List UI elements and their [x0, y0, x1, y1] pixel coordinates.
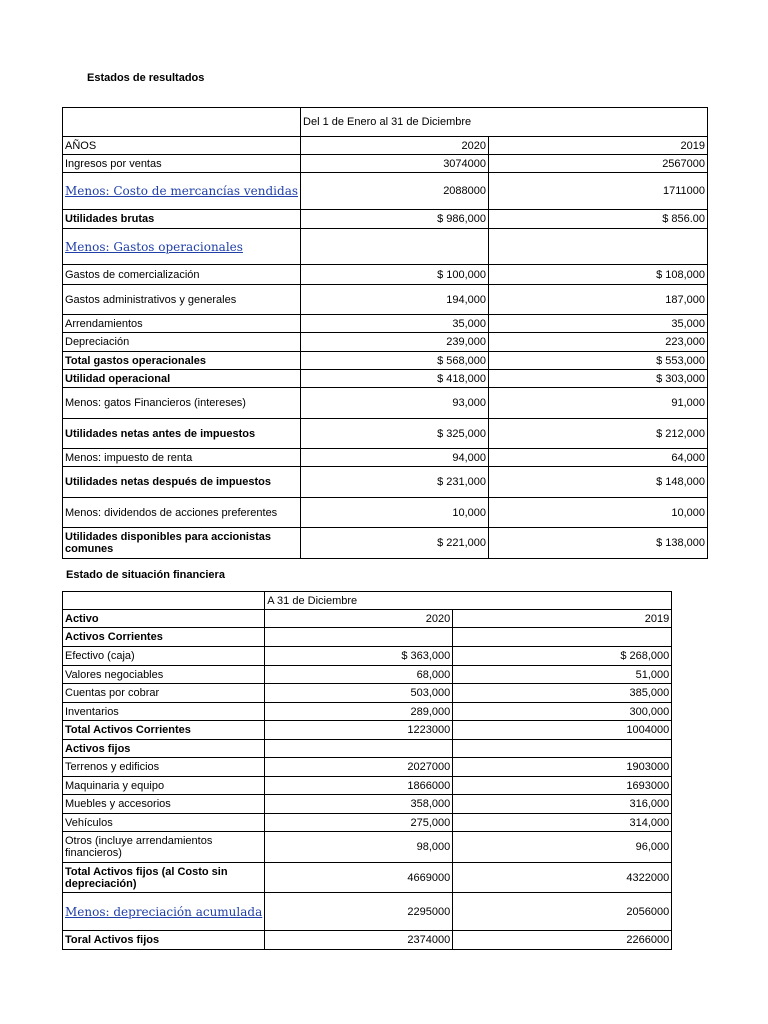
- table-row: [63, 285, 708, 315]
- value-2019: 187,000: [489, 285, 708, 315]
- value-2020: 2088000: [301, 173, 489, 210]
- row-label: Total Activos fijos (al Costo sin depreciación): [63, 863, 265, 893]
- table-row: [63, 155, 708, 173]
- value-2019: $ 148,000: [489, 467, 708, 498]
- period-label: Del 1 de Enero al 31 de Diciembre: [301, 108, 708, 137]
- value-2020: 98,000: [265, 832, 453, 863]
- value-2019: $ 268,000: [453, 647, 672, 666]
- value-2020: 1223000: [265, 721, 453, 740]
- income-statement-table: [62, 107, 708, 559]
- section-label: Activos fijos: [63, 740, 265, 758]
- table-row: [63, 528, 708, 559]
- row-label: Menos: impuesto de renta: [63, 449, 301, 467]
- value-2019: 10,000: [489, 498, 708, 528]
- value-2020: 93,000: [301, 388, 489, 419]
- value-2020: 275,000: [265, 814, 453, 832]
- value-2019: 1693000: [453, 777, 672, 795]
- value-2019: 1903000: [453, 758, 672, 777]
- table-row: [63, 832, 672, 863]
- value-2020: $ 221,000: [301, 528, 489, 559]
- value-2020: [265, 740, 453, 758]
- value-2019: 2056000: [453, 893, 672, 931]
- value-2020: 68,000: [265, 666, 453, 684]
- value-2019: 2567000: [489, 155, 708, 173]
- value-2019: 300,000: [453, 703, 672, 721]
- table-row: [63, 229, 708, 265]
- table-row: [63, 863, 672, 893]
- cost-of-goods-link[interactable]: Menos: Costo de mercancías vendidas: [63, 173, 301, 210]
- value-2020: 2027000: [265, 758, 453, 777]
- table-row: [63, 352, 708, 370]
- balance-sheet-table: [62, 591, 672, 950]
- table-row: [63, 684, 672, 703]
- value-2020: $ 363,000: [265, 647, 453, 666]
- value-2019: 4322000: [453, 863, 672, 893]
- row-label: Menos: dividendos de acciones preferentes: [63, 498, 301, 528]
- value-2019: 96,000: [453, 832, 672, 863]
- value-2020: 2374000: [265, 931, 453, 950]
- income-statement-title: Estados de resultados: [87, 72, 205, 84]
- value-2019: 2266000: [453, 931, 672, 950]
- row-label: Toral Activos fijos: [63, 931, 265, 950]
- value-2019: 35,000: [489, 315, 708, 333]
- value-2019: 64,000: [489, 449, 708, 467]
- value-2020: 2295000: [265, 893, 453, 931]
- value-2020: $ 568,000: [301, 352, 489, 370]
- table-row: [63, 758, 672, 777]
- value-2019: 91,000: [489, 388, 708, 419]
- operating-expenses-link[interactable]: Menos: Gastos operacionales: [63, 229, 301, 265]
- row-label: Gastos administrativos y generales: [63, 285, 301, 315]
- period-label: A 31 de Diciembre: [265, 592, 672, 610]
- accumulated-depreciation-link[interactable]: Menos: depreciación acumulada: [63, 893, 265, 931]
- value-2020: 239,000: [301, 333, 489, 352]
- value-2020: 35,000: [301, 315, 489, 333]
- row-label: Efectivo (caja): [63, 647, 265, 666]
- value-2020: 94,000: [301, 449, 489, 467]
- value-2020: 1866000: [265, 777, 453, 795]
- table-row: [63, 777, 672, 795]
- row-label: Utilidades disponibles para accionistas comunes: [63, 528, 301, 559]
- row-label: Arrendamientos: [63, 315, 301, 333]
- value-2019: 51,000: [453, 666, 672, 684]
- value-2020: 289,000: [265, 703, 453, 721]
- row-label: Utilidades netas antes de impuestos: [63, 419, 301, 449]
- value-2020: 503,000: [265, 684, 453, 703]
- value-2019: $ 856.00: [489, 210, 708, 229]
- table-row: [63, 647, 672, 666]
- table-row: [63, 333, 708, 352]
- table-row: [63, 795, 672, 814]
- table-row: [63, 370, 708, 388]
- value-2019: [453, 628, 672, 647]
- value-2020: $ 986,000: [301, 210, 489, 229]
- value-2019: [489, 229, 708, 265]
- year-2019-header: 2019: [453, 610, 672, 628]
- value-2019: 385,000: [453, 684, 672, 703]
- year-2020-header: 2020: [265, 610, 453, 628]
- value-2020: $ 325,000: [301, 419, 489, 449]
- value-2020: 358,000: [265, 795, 453, 814]
- value-2020: $ 100,000: [301, 265, 489, 285]
- row-label: Depreciación: [63, 333, 301, 352]
- section-label: Activos Corrientes: [63, 628, 265, 647]
- row-label: Ingresos por ventas: [63, 155, 301, 173]
- row-label: Gastos de comercialización: [63, 265, 301, 285]
- value-2019: $ 108,000: [489, 265, 708, 285]
- row-label: Cuentas por cobrar: [63, 684, 265, 703]
- table-row: [63, 265, 708, 285]
- value-2020: $ 231,000: [301, 467, 489, 498]
- value-2019: 1711000: [489, 173, 708, 210]
- table-row: [63, 388, 708, 419]
- row-label: Inventarios: [63, 703, 265, 721]
- table-row: [63, 628, 672, 647]
- table-row: [63, 449, 708, 467]
- row-label: Otros (incluye arrendamientos financieros): [63, 832, 265, 863]
- table-row: [63, 467, 708, 498]
- table-row: [63, 721, 672, 740]
- value-2019: 223,000: [489, 333, 708, 352]
- value-2020: $ 418,000: [301, 370, 489, 388]
- table-row: [63, 666, 672, 684]
- value-2019: 314,000: [453, 814, 672, 832]
- value-2019: 316,000: [453, 795, 672, 814]
- value-2020: [265, 628, 453, 647]
- row-label: Valores negociables: [63, 666, 265, 684]
- years-label: AÑOS: [63, 137, 301, 155]
- table-row: [63, 931, 672, 950]
- table-row: [63, 814, 672, 832]
- value-2019: $ 303,000: [489, 370, 708, 388]
- value-2020: 4669000: [265, 863, 453, 893]
- value-2019: $ 553,000: [489, 352, 708, 370]
- row-label: Total Activos Corrientes: [63, 721, 265, 740]
- row-label: Utilidades brutas: [63, 210, 301, 229]
- table-row: [63, 498, 708, 528]
- value-2019: $ 138,000: [489, 528, 708, 559]
- table-row: [63, 703, 672, 721]
- assets-label: Activo: [63, 610, 265, 628]
- row-label: Terrenos y edificios: [63, 758, 265, 777]
- table-row: [63, 210, 708, 229]
- row-label: Utilidad operacional: [63, 370, 301, 388]
- value-2020: 3074000: [301, 155, 489, 173]
- empty-cell: [63, 108, 301, 137]
- row-label: Menos: gatos Financieros (intereses): [63, 388, 301, 419]
- row-label: Utilidades netas después de impuestos: [63, 467, 301, 498]
- value-2020: 194,000: [301, 285, 489, 315]
- row-label: Vehículos: [63, 814, 265, 832]
- balance-sheet-title: Estado de situación financiera: [66, 569, 225, 581]
- year-2020-header: 2020: [301, 137, 489, 155]
- table-row: [63, 173, 708, 210]
- table-row: [63, 419, 708, 449]
- table-row: [63, 315, 708, 333]
- value-2019: [453, 740, 672, 758]
- value-2019: $ 212,000: [489, 419, 708, 449]
- value-2020: 10,000: [301, 498, 489, 528]
- value-2019: 1004000: [453, 721, 672, 740]
- year-2019-header: 2019: [489, 137, 708, 155]
- row-label: Muebles y accesorios: [63, 795, 265, 814]
- row-label: Maquinaria y equipo: [63, 777, 265, 795]
- table-row: [63, 893, 672, 931]
- value-2020: [301, 229, 489, 265]
- table-row: [63, 740, 672, 758]
- empty-cell: [63, 592, 265, 610]
- row-label: Total gastos operacionales: [63, 352, 301, 370]
